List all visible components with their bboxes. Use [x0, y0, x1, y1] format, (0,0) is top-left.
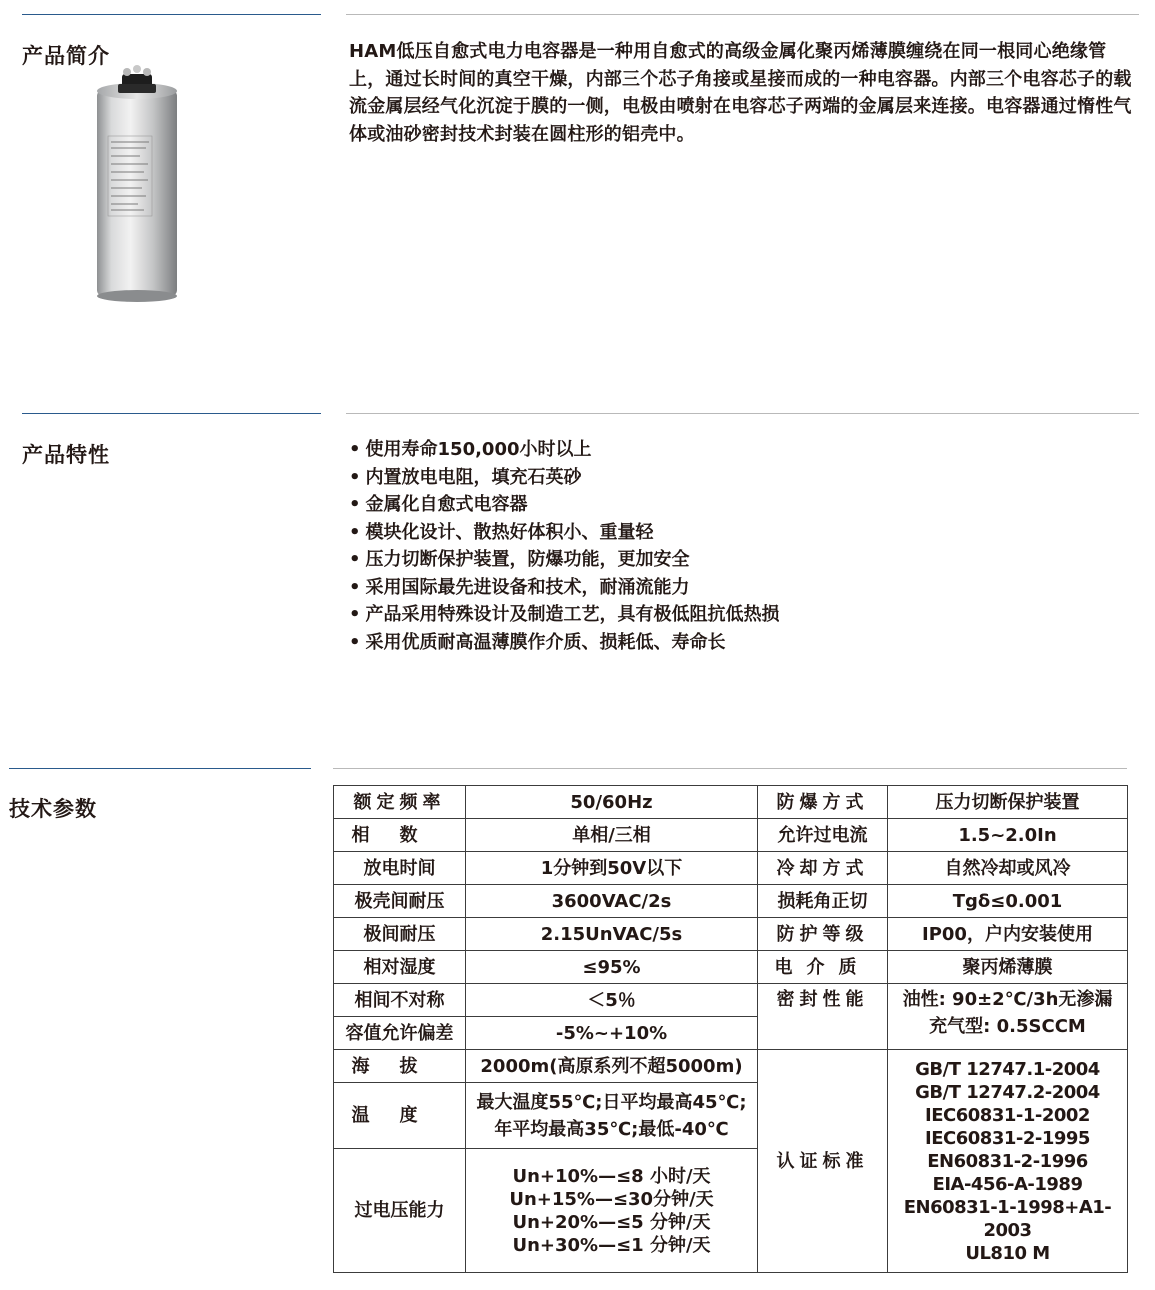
spec-label: 相数	[334, 819, 466, 852]
spec-table	[333, 785, 1128, 1273]
spec-label: 海拔	[334, 1050, 466, 1083]
cert-item: GB/T 12747.1-2004	[915, 1058, 1100, 1080]
spec-label: 容值允许偏差	[334, 1017, 466, 1050]
spec-value: 50/60Hz	[466, 786, 758, 819]
spec-label: 电介质	[758, 951, 888, 984]
capacitor-image	[96, 60, 178, 305]
spec-label: 相对湿度	[334, 951, 466, 984]
spec-label: 相间不对称	[334, 984, 466, 1017]
spec-label: 防爆方式	[758, 786, 888, 819]
feature-item: • 产品采用特殊设计及制造工艺，具有极低阻抗低热损	[349, 601, 780, 629]
cert-value	[888, 1050, 1128, 1273]
spec-label: 冷却方式	[758, 852, 888, 885]
intro-text: HAM低压自愈式电力电容器是一种用自愈式的高级金属化聚丙烯薄膜缠绕在同一根同心绝缘管上，通过长时间的真空干燥，内部三个芯子角接或星接而成的一种电容器。内部三个电容芯子的载流金属层经气化沉淀于膜的一侧，电极由喷射在电容芯子两端的金属层来连接。电容器通过惰性气体或油砂密封技术封装在圆柱形的铝壳中。	[349, 41, 1132, 145]
table-row	[334, 885, 1128, 918]
spec-value: ＜5％	[466, 984, 758, 1017]
intro-heading: 产品简介	[22, 44, 110, 68]
seal-line: 充气型: 0.5SCCM	[929, 1016, 1086, 1037]
spec-value	[466, 1083, 758, 1149]
cert-item: EIA-456-A-1989	[932, 1173, 1083, 1195]
cert-item: EN60831-1-1998+A1-2003	[903, 1196, 1112, 1241]
spec-value: 2.15UnVAC/5s	[466, 918, 758, 951]
temp-line: 最大温度55℃;日平均最高45℃;	[476, 1091, 747, 1113]
spec-value: IP00，户内安装使用	[888, 918, 1128, 951]
features-rule-right	[346, 413, 1139, 414]
table-row	[334, 819, 1128, 852]
over-line: Un+30%—≤1 分钟/天	[512, 1234, 711, 1256]
spec-value: -5%~+10%	[466, 1017, 758, 1050]
over-line: Un+20%—≤5 分钟/天	[512, 1211, 711, 1233]
specs-heading: 技术参数	[9, 797, 97, 821]
seal-line: 油性: 90±2℃/3h无渗漏	[902, 989, 1113, 1010]
features-list	[349, 436, 780, 656]
spec-value: 1分钟到50V以下	[466, 852, 758, 885]
table-row	[334, 951, 1128, 984]
table-row	[334, 1050, 1128, 1083]
over-line: Un+15%—≤30分钟/天	[509, 1188, 714, 1210]
spec-value: 1.5~2.0In	[888, 819, 1128, 852]
table-row	[334, 852, 1128, 885]
spec-label: 认证标准	[758, 1050, 888, 1273]
spec-value: 聚丙烯薄膜	[888, 951, 1128, 984]
feature-item: • 内置放电电阻，填充石英砂	[349, 464, 780, 492]
cert-item: IEC60831-2-1995	[925, 1127, 1090, 1149]
cert-item: GB/T 12747.2-2004	[915, 1081, 1100, 1103]
spec-value: 单相/三相	[466, 819, 758, 852]
intro-rule-left	[22, 14, 321, 15]
spec-value: ≤95%	[466, 951, 758, 984]
features-rule-left	[22, 413, 321, 414]
spec-label: 过电压能力	[334, 1149, 466, 1273]
specs-rule-left	[9, 768, 311, 769]
cert-item: IEC60831-1-2002	[925, 1104, 1090, 1126]
spec-value: 3600VAC/2s	[466, 885, 758, 918]
over-line: Un+10%—≤8 小时/天	[512, 1165, 711, 1187]
spec-value: 压力切断保护装置	[888, 786, 1128, 819]
temp-line: 年平均最高35℃;最低-40℃	[494, 1118, 729, 1140]
intro-rule-right	[346, 14, 1139, 15]
table-row	[334, 918, 1128, 951]
feature-item: • 模块化设计、散热好体积小、重量轻	[349, 519, 780, 547]
spec-label: 温度	[334, 1083, 466, 1149]
spec-label: 极壳间耐压	[334, 885, 466, 918]
cert-item: UL810 M	[965, 1242, 1050, 1264]
table-row	[334, 786, 1128, 819]
feature-item: • 使用寿命150,000小时以上	[349, 436, 780, 464]
seal-value	[888, 984, 1128, 1050]
spec-value: 2000m(高原系列不超5000m)	[466, 1050, 758, 1083]
spec-label: 允许过电流	[758, 819, 888, 852]
cert-item: EN60831-2-1996	[927, 1150, 1088, 1172]
table-row	[334, 984, 1128, 1017]
spec-value: 自然冷却或风冷	[888, 852, 1128, 885]
features-heading: 产品特性	[22, 443, 110, 467]
spec-value	[466, 1149, 758, 1273]
feature-item: • 采用国际最先进设备和技术，耐涌流能力	[349, 574, 780, 602]
spec-value: Tgδ≤0.001	[888, 885, 1128, 918]
feature-item: • 压力切断保护装置，防爆功能，更加安全	[349, 546, 780, 574]
specs-rule-right	[333, 768, 1127, 769]
spec-label: 防护等级	[758, 918, 888, 951]
spec-label: 密封性能	[758, 984, 888, 1050]
spec-label: 损耗角正切	[758, 885, 888, 918]
feature-item: • 金属化自愈式电容器	[349, 491, 780, 519]
spec-label: 放电时间	[334, 852, 466, 885]
spec-label: 额定频率	[334, 786, 466, 819]
feature-item: • 采用优质耐高温薄膜作介质、损耗低、寿命长	[349, 629, 780, 657]
spec-label: 极间耐压	[334, 918, 466, 951]
